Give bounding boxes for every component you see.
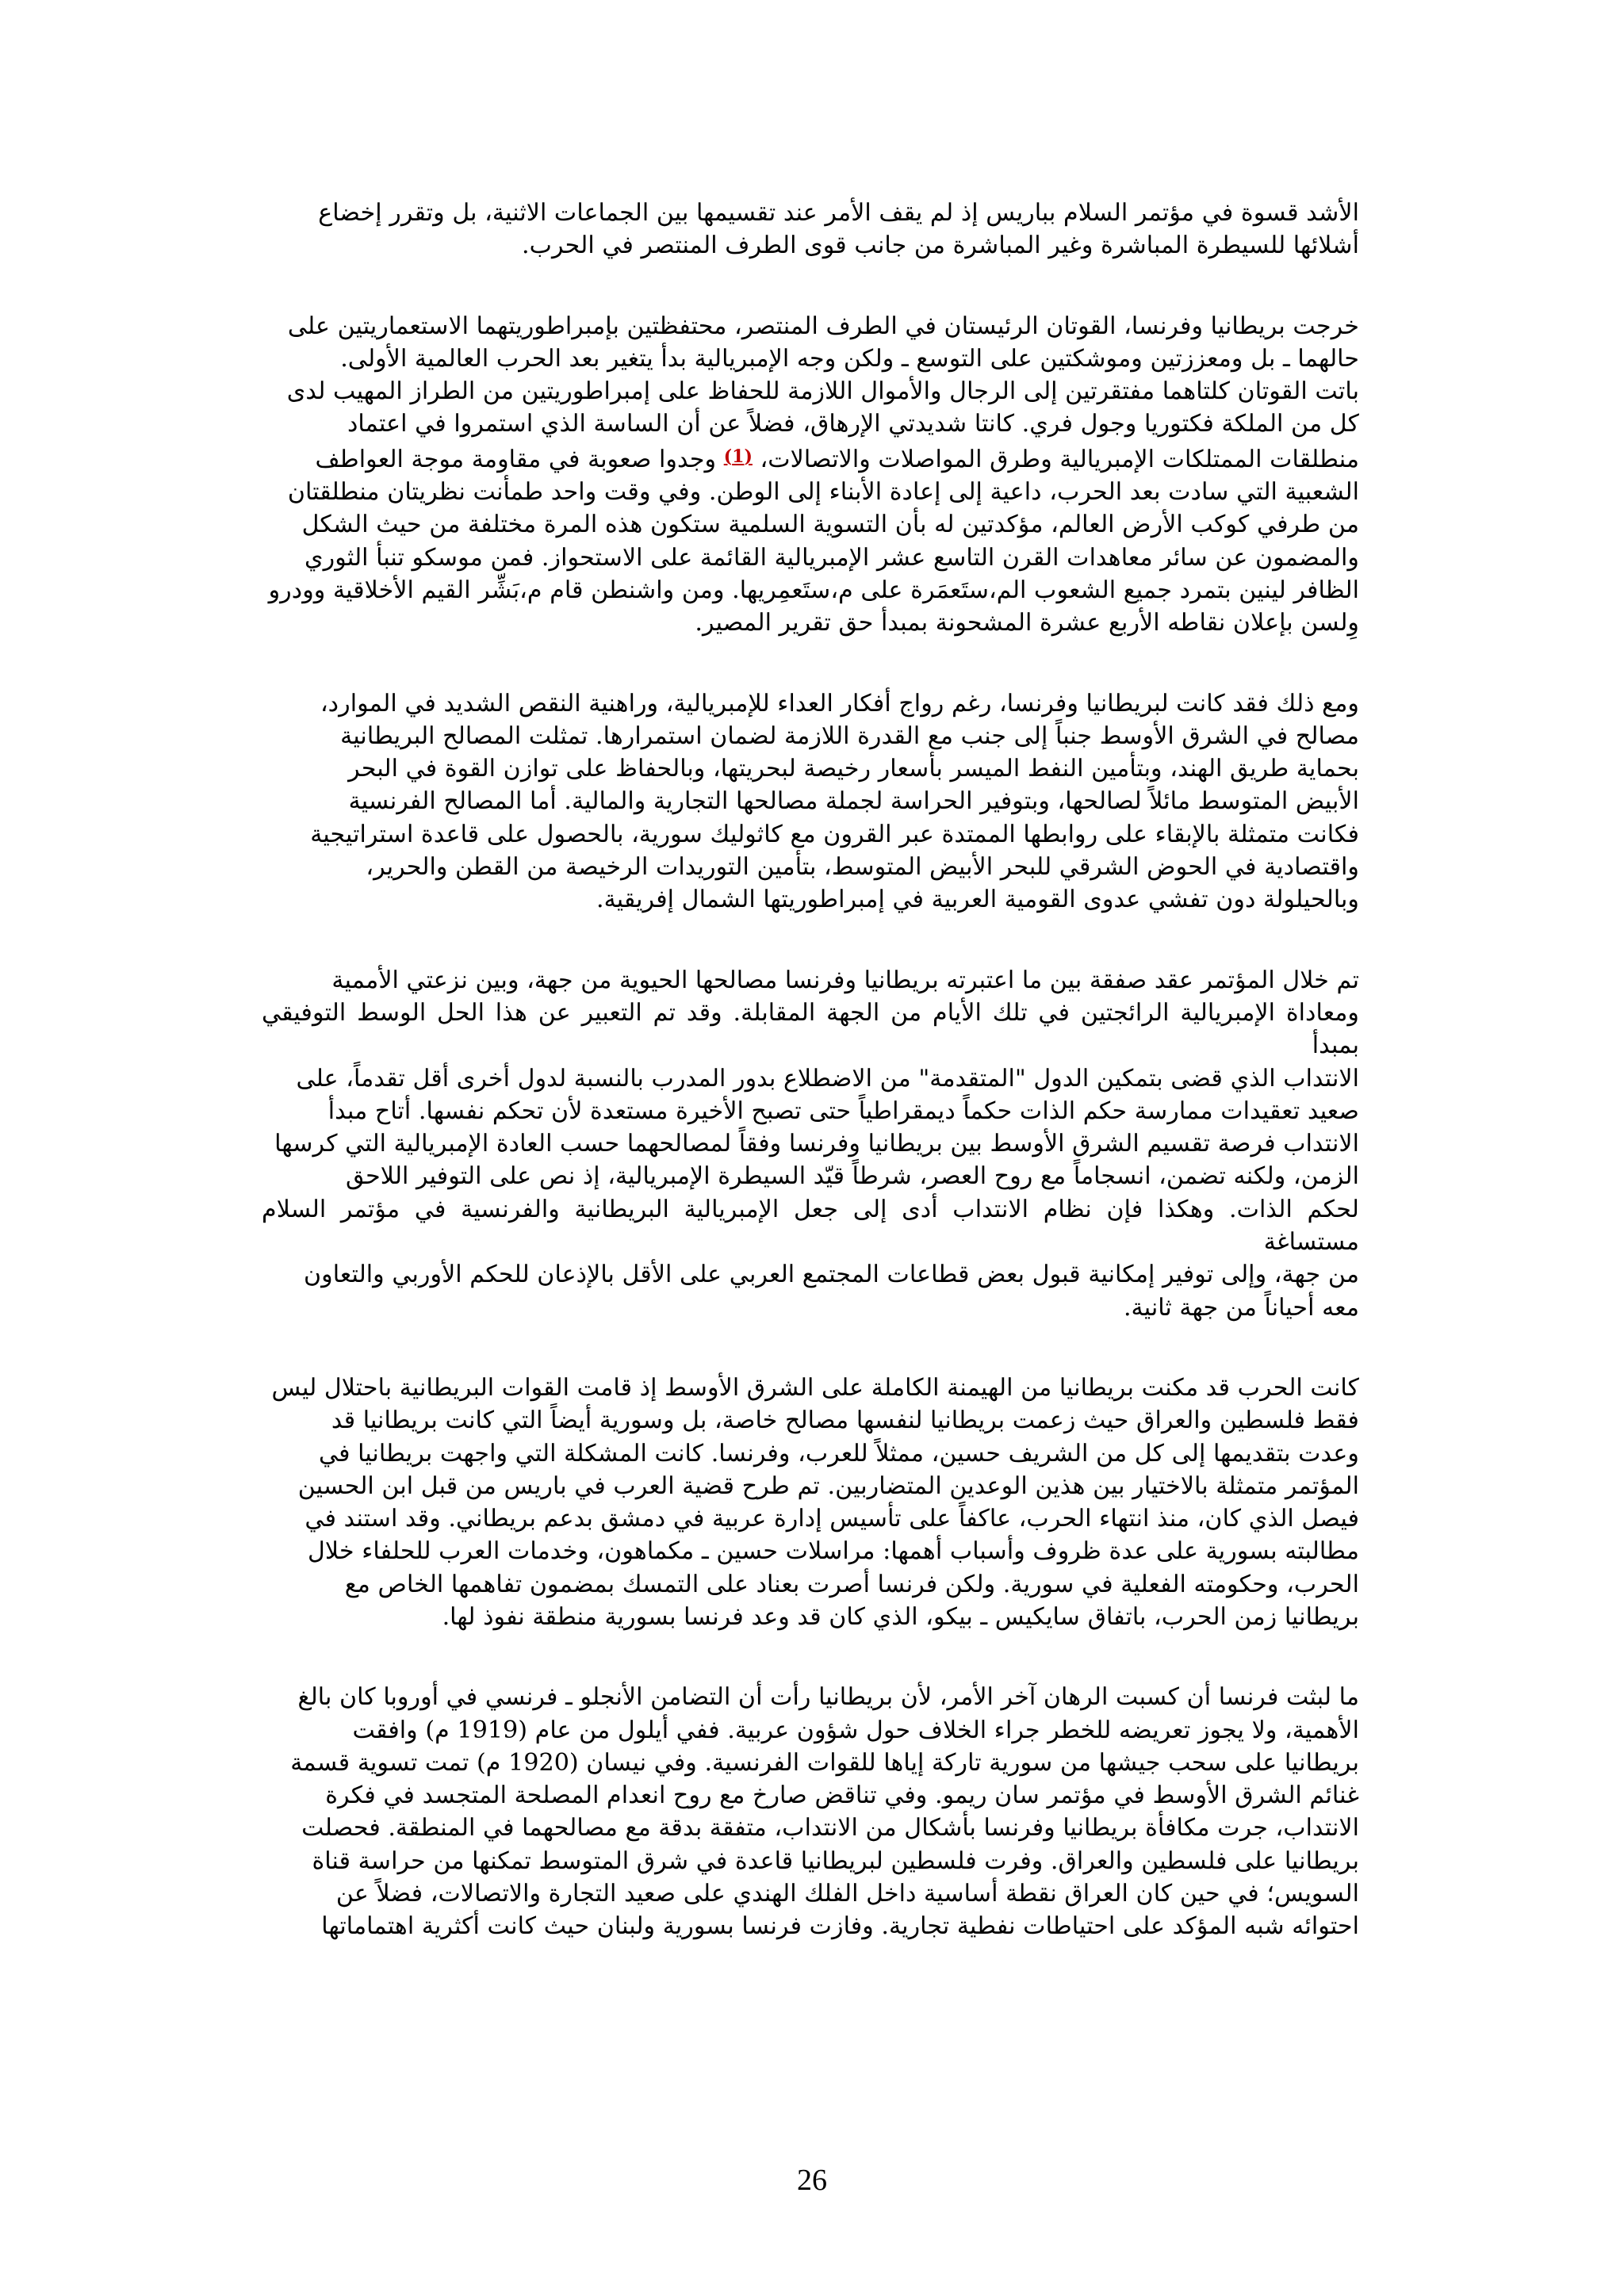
text-line: غنائم الشرق الأوسط في مؤتمر سان ريمو. وفي تناقض صارخ مع روح انعدام المصلحة المتجسد في فكرة bbox=[325, 1781, 1359, 1810]
text-line: لحكم الذات. وهكذا فإن نظام الانتداب أدى إلى جعل الإمبريالية البريطانية والفرنسية في مؤتمر السلام مستساغة bbox=[262, 1195, 1359, 1257]
paragraph-3 bbox=[262, 687, 1359, 916]
text-line: والمضمون عن سائر معاهدات القرن التاسع عشر الإمبريالية القائمة على الاستحواز. فمن موسكو تنبأ الثوري bbox=[304, 543, 1359, 572]
text-segment: وجدوا صعوبة في مقاومة موجة العواطف bbox=[315, 445, 717, 473]
text-line: من طرفي كوكب الأرض العالم، مؤكدتين له بأن التسوية السلمية ستكون هذه المرة مختلفة من حيث الشكل bbox=[301, 511, 1359, 539]
text-line: واقتصادية في الحوض الشرقي للبحر الأبيض المتوسط، بتأمين التوريدات الرخيصة من القطن والحرير، bbox=[366, 853, 1359, 882]
text-line: بحماية طريق الهند، وبتأمين النفط الميسر بأسعار رخيصة لبحريتها، وبالحفاظ على توازن القوة في البحر bbox=[348, 755, 1359, 783]
text-line: بريطانيا على فلسطين والعراق. وفرت فلسطين لبريطانيا قاعدة في شرق المتوسط تمكنها من حراسة قناة bbox=[312, 1846, 1359, 1875]
text-line: السويس؛ في حين كان العراق نقطة أساسية داخل الفلك الهندي على صعيد التجارة والاتصالات، فضلاً عن bbox=[335, 1880, 1359, 1908]
footnote-ref-link[interactable]: (1) bbox=[723, 446, 753, 467]
text-line: بريطانيا على سحب جيشها من سورية تاركة إياها للقوات الفرنسية. وفي نيسان (1920 م) تمت تسوية قسمة bbox=[290, 1748, 1359, 1777]
paragraph-2 bbox=[262, 310, 1359, 640]
text-line: بريطانيا زمن الحرب، باتفاق سايكيس ـ بيكو، الذي كان قد وعد فرنسا بسورية منطقة نفوذ لها. bbox=[442, 1602, 1359, 1631]
text-line: الأشد قسوة في مؤتمر السلام بباريس إذ لم يقف الأمر عند تقسيمها بين الجماعات الاثنية، بل وتقرر إخضاع bbox=[318, 199, 1359, 227]
text-line: حالهما ـ بل ومعززتين وموشكتين على التوسع ـ ولكن وجه الإمبريالية بدأ يتغير بعد الحرب العالمية الأولى. bbox=[340, 344, 1359, 373]
paragraph-4 bbox=[262, 964, 1359, 1324]
text-line: مصالح في الشرق الأوسط جنباً إلى جنب مع القدرة اللازمة لضمان استمرارها. تمثلت المصالح البريطانية bbox=[340, 721, 1359, 750]
paragraph-6 bbox=[262, 1681, 1359, 1942]
text-line: ومعاداة الإمبريالية الرائجتين في تلك الأيام من الجهة المقابلة. وقد تم التعبير عن هذا الحل الوسط التوفيقي بمبدأ bbox=[262, 998, 1359, 1060]
text-line: الانتداب فرصة تقسيم الشرق الأوسط بين بريطانيا وفرنسا وفقاً لمصالحهما حسب العادة الإمبريالية التي كرسها bbox=[274, 1130, 1359, 1158]
text-line: احتوائه شبه المؤكد على احتياطات نفطية تجارية. وفازت فرنسا بسورية ولبنان حيث كانت أكثرية اهتماماتها bbox=[321, 1912, 1359, 1941]
text-line: الظافر لينين بتمرد جميع الشعوب الم،ستَعمَرة على م،ستَعمِريها. ومن واشنطن قام م،بَشِّر القيم الأخلاقية وودرو bbox=[268, 576, 1359, 604]
text-line: من جهة، وإلى توفير إمكانية قبول بعض قطاعات المجتمع العربي على الأقل بالإذعان للحكم الأوربي والتعاون bbox=[303, 1261, 1359, 1289]
text-line: الحرب، وحكومته الفعلية في سورية. ولكن فرنسا أصرت بعناد على التمسك بمضمون تفاهمها الخاص مع bbox=[344, 1570, 1359, 1598]
paragraph-1 bbox=[262, 197, 1359, 262]
text-line: صعيد تعقيدات ممارسة حكم الذات حكماً ديمقراطياً حتى تصبح الأخيرة مستعدة لأن تحكم نفسها. أتاح مبدأ bbox=[327, 1096, 1359, 1125]
text-line: الشعبية التي سادت بعد الحرب، داعية إلى إعادة الأبناء إلى الوطن. وفي وقت واحد طمأنت نظريتان منطلقتان bbox=[287, 478, 1359, 507]
text-line: معه أحياناً من جهة ثانية. bbox=[1123, 1293, 1359, 1322]
text-line: كل من الملكة فكتوريا وجول فري. كانتا شديدتي الإرهاق، فضلاً عن أن الساسة الذي استمروا في اعتماد bbox=[347, 410, 1359, 438]
text-line: الأهمية، ولا يجوز تعريضه للخطر جراء الخلاف حول شؤون عربية. ففي أيلول من عام (1919 م) وافقت bbox=[352, 1716, 1359, 1744]
text-line: ومع ذلك فقد كانت لبريطانيا وفرنسا، رغم رواج أفكار العداء للإمبريالية، وراهنية النقص الشديد في الموارد، bbox=[320, 689, 1359, 718]
page-number: 26 bbox=[797, 2164, 827, 2197]
text-line: وعدت بتقديمها إلى كل من الشريف حسين، ممثلاً للعرب، وفرنسا. كانت المشكلة التي واجهت بريطانيا في bbox=[318, 1439, 1359, 1468]
text-line: مطالبته بسورية على عدة ظروف وأسباب أهمها: مراسلات حسين ـ مكماهون، وخدمات العرب للحلفاء خلال bbox=[308, 1537, 1359, 1566]
text-line: الزمن، ولكنه تضمن، انسجاماً مع روح العصر، شرطاً قيّد السيطرة الإمبريالية، إذ نص على التوفير اللاحق bbox=[345, 1162, 1359, 1191]
text-line: وبالحيلولة دون تفشي عدوى القومية العربية في إمبراطوريتها الشمال إفريقية. bbox=[596, 886, 1359, 914]
text-line: أشلائها للسيطرة المباشرة وغير المباشرة من جانب قوى الطرف المنتصر في الحرب. bbox=[521, 232, 1359, 260]
text-line: فيصل الذي كان، منذ انتهاء الحرب، عاكفاً على تأسيس إدارة عربية في دمشق بدعم بريطاني. وقد استند في bbox=[304, 1505, 1359, 1533]
paragraph-5 bbox=[262, 1372, 1359, 1633]
text-line: تم خلال المؤتمر عقد صفقة بين ما اعتبرته بريطانيا وفرنسا مصالحها الحيوية من جهة، وبين نزعتي الأممية bbox=[331, 966, 1359, 994]
document-body bbox=[262, 197, 1359, 1991]
text-line: فقط فلسطين والعراق حيث زعمت بريطانيا لنفسها مصالح خاصة، بل وسورية أيضاً التي كانت بريطانيا قد bbox=[331, 1406, 1359, 1435]
text-line: ما لبثت فرنسا أن كسبت الرهان آخر الأمر، لأن بريطانيا رأت أن التضامن الأنجلو ـ فرنسي في أوروبا كان بالغ bbox=[297, 1683, 1359, 1712]
text-line: الانتداب الذي قضى بتمكين الدول "المتقدمة" من الاضطلاع بدور المدرب بالنسبة لدول أخرى أقل تقدماً، على bbox=[296, 1064, 1359, 1093]
text-line: الأبيض المتوسط مائلاً لصالحها، وبتوفير الحراسة لجملة مصالحها التجارية والمالية. أما المصالح الفرنسية bbox=[348, 787, 1359, 816]
text-line: باتت القوتان كلتاهما مفتقرتين إلى الرجال والأموال اللازمة للحفاظ على إمبراطوريتين من الطراز المهيب لدى bbox=[286, 377, 1359, 406]
text-line: خرجت بريطانيا وفرنسا، القوتان الرئيستان في الطرف المنتصر، محتفظتين بإمبراطوريتهما الاستعماريتين على bbox=[287, 312, 1359, 340]
text-segment: منطلقات الممتلكات الإمبريالية وطرق المواصلات والاتصالات، bbox=[760, 445, 1359, 473]
text-line: كانت الحرب قد مكنت بريطانيا من الهيمنة الكاملة على الشرق الأوسط إذ قامت القوات البريطانية باحتلال ليس bbox=[271, 1373, 1359, 1402]
text-line: فكانت متمثلة بالإبقاء على روابطها الممتدة عبر القرون مع كاثوليك سورية، بالحصول على قاعدة استراتيجية bbox=[310, 820, 1359, 848]
text-line: وِلسن بإعلان نقاطه الأربع عشرة المشحونة بمبدأ حق تقرير المصير. bbox=[695, 609, 1359, 637]
text-line-with-footnote bbox=[262, 441, 1359, 476]
text-line: المؤتمر متمثلة بالاختيار بين هذين الوعدين المتضاربين. تم طرح قضية العرب في باريس من قبل ابن الحسين bbox=[297, 1471, 1359, 1500]
text-line: الانتداب، جرت مكافأة بريطانيا وفرنسا بأشكال من الانتداب، متفقة بدقة مع مصالحهما في المنطقة. فحصلت bbox=[301, 1814, 1359, 1843]
